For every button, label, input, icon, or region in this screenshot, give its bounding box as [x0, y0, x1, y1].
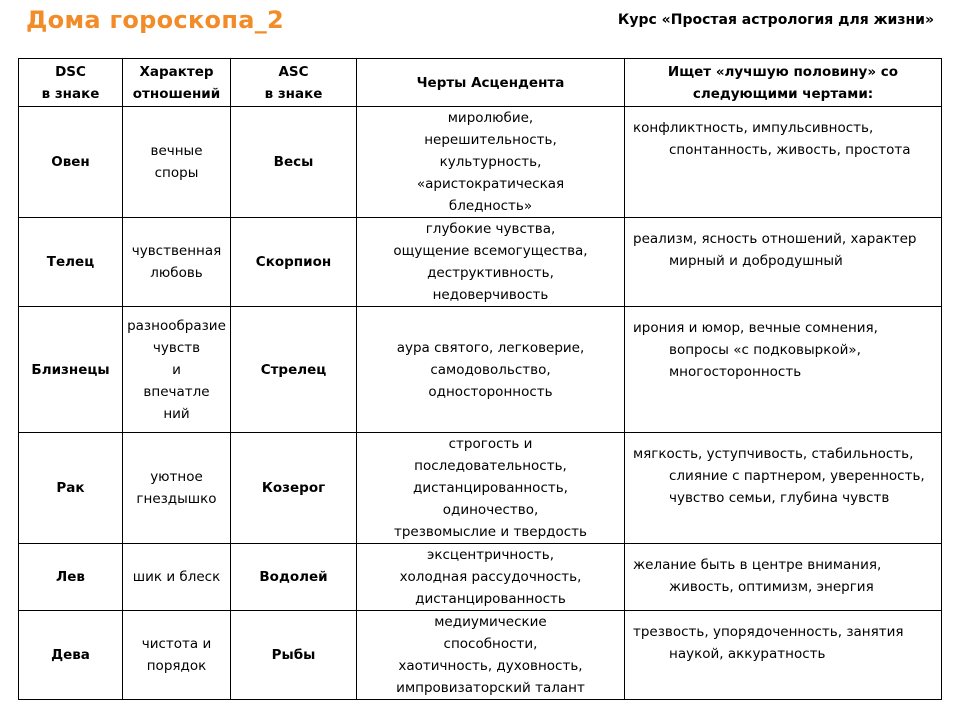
seek-line: трезвость, упорядоченность, занятия: [633, 624, 904, 640]
traits-cell: [357, 107, 625, 218]
seek-line: спонтанность, живость, простота: [669, 142, 911, 158]
asc-sign-label: Козерог: [261, 480, 326, 496]
seek-line: слияние с партнером, уверенность,: [669, 468, 925, 484]
dsc-sign-cell: [19, 544, 123, 611]
trait-line: дистанцированность,: [413, 480, 568, 496]
seek-line: мягкость, уступчивость, стабильность,: [633, 446, 914, 462]
relation-line: ний: [163, 405, 190, 422]
trait-line: трезвомыслие и твердость: [394, 524, 587, 540]
dsc-sign-cell: [19, 107, 123, 218]
dsc-sign-cell: [19, 611, 123, 700]
relation-line: вечные: [150, 143, 203, 159]
page-title: Дома гороскопа_2: [26, 6, 285, 34]
trait-line: нерешительность,: [424, 132, 557, 148]
traits-cell: [357, 433, 625, 544]
seek-line: чувство семьи, глубина чувств: [669, 490, 890, 506]
relation-line: уютное: [150, 469, 203, 485]
seek-line: ирония и юмор, вечные сомнения,: [633, 320, 878, 336]
relation-line: чувственная: [131, 243, 222, 259]
seek-line: конфликтность, импульсивность,: [633, 120, 874, 136]
asc-sign-cell: [231, 433, 357, 544]
dsc-sign-label: Дева: [51, 647, 90, 663]
seek-line: многосторонность: [669, 364, 802, 380]
trait-line: дистанцированность: [415, 591, 566, 607]
trait-line: импровизаторский талант: [396, 680, 585, 696]
trait-line: «аристократическая: [416, 176, 565, 192]
seek-cell: [625, 107, 942, 218]
relation-line: шик и блеск: [132, 569, 221, 585]
traits-cell: [357, 611, 625, 700]
seek-line: наукой, аккуратность: [669, 646, 826, 662]
table-row: [19, 611, 942, 700]
asc-sign-cell: [231, 107, 357, 218]
trait-line: культурность,: [439, 154, 542, 170]
seek-cell: [625, 307, 942, 433]
relation-line: разнообразие: [127, 317, 226, 334]
dsc-sign-label: Телец: [46, 254, 95, 270]
seek-line: мирный и добродушный: [669, 253, 843, 269]
seek-cell: [625, 544, 942, 611]
asc-sign-label: Стрелец: [260, 361, 327, 378]
header-traits: Черты Асцендента: [357, 59, 625, 107]
table-row: [19, 107, 942, 218]
asc-sign-label: Скорпион: [255, 254, 332, 270]
asc-sign-cell: [231, 307, 357, 433]
header-dsc: DSC в знаке: [19, 59, 123, 107]
asc-sign-label: Весы: [273, 154, 314, 170]
trait-line: эксцентричность,: [426, 547, 555, 563]
seek-cell: [625, 611, 942, 700]
dsc-sign-cell: [19, 433, 123, 544]
trait-line: бледность»: [448, 198, 533, 214]
trait-line: аура святого, легковерие,: [396, 339, 585, 356]
dsc-sign-label: Лев: [56, 569, 85, 585]
traits-cell: [357, 218, 625, 307]
relation-line: гнездышко: [136, 491, 217, 507]
header-asc: ASC в знаке: [231, 59, 357, 107]
trait-line: холодная рассудочность,: [399, 569, 582, 585]
asc-sign-label: Водолей: [259, 569, 328, 585]
relation-line: и: [172, 361, 181, 378]
seek-cell: [625, 218, 942, 307]
relation-cell: [123, 107, 231, 218]
seek-line: вопросы «с подковыркой»,: [669, 342, 861, 358]
dsc-sign-cell: [19, 307, 123, 433]
header-seek: Ищет «лучшую половину» со следующими чертами:: [625, 59, 942, 107]
asc-sign-cell: [231, 218, 357, 307]
table-row: [19, 544, 942, 611]
seek-cell: [625, 433, 942, 544]
relation-line: споры: [154, 165, 199, 181]
trait-line: миролюбие,: [447, 110, 534, 126]
traits-cell: [357, 307, 625, 433]
trait-line: самодовольство,: [430, 361, 551, 378]
table-row: [19, 218, 942, 307]
asc-sign-label: Рыбы: [271, 647, 316, 663]
dsc-sign-label: Рак: [56, 480, 85, 496]
table-header-row: [19, 59, 942, 107]
course-title: Курс «Простая астрология для жизни»: [617, 12, 934, 28]
trait-line: способности,: [443, 636, 538, 652]
table-row: [19, 307, 942, 433]
trait-line: недоверчивость: [432, 287, 549, 303]
trait-line: одиночество,: [442, 502, 539, 518]
trait-line: медиумические: [434, 614, 547, 630]
seek-line: желание быть в центре внимания,: [633, 557, 882, 573]
trait-line: последовательность,: [414, 458, 567, 474]
relation-line: чистота и: [141, 636, 212, 652]
relation-cell: [123, 544, 231, 611]
asc-sign-cell: [231, 611, 357, 700]
seek-line: реализм, ясность отношений, характер: [633, 231, 917, 247]
trait-line: хаотичность, духовность,: [398, 658, 583, 674]
relation-line: порядок: [146, 658, 207, 674]
relation-cell: [123, 433, 231, 544]
relation-line: любовь: [150, 265, 203, 281]
table-body: [19, 107, 942, 700]
seek-line: живость, оптимизм, энергия: [669, 579, 874, 595]
traits-cell: [357, 544, 625, 611]
dsc-sign-label: Овен: [51, 154, 90, 170]
relation-cell: [123, 611, 231, 700]
trait-line: глубокие чувства,: [425, 221, 556, 237]
relation-cell: [123, 218, 231, 307]
relation-cell: [123, 307, 231, 433]
trait-line: деструктивность,: [427, 265, 554, 281]
houses-table: [18, 58, 942, 700]
trait-line: строгость и: [448, 436, 533, 452]
dsc-sign-cell: [19, 218, 123, 307]
dsc-sign-label: Близнецы: [31, 361, 110, 378]
table-row: [19, 433, 942, 544]
trait-line: односторонность: [428, 383, 553, 400]
relation-line: впечатле: [143, 383, 210, 400]
header-relation: Характер отношений: [123, 59, 231, 107]
asc-sign-cell: [231, 544, 357, 611]
relation-line: чувств: [152, 339, 201, 356]
trait-line: ощущение всемогущества,: [393, 243, 588, 259]
